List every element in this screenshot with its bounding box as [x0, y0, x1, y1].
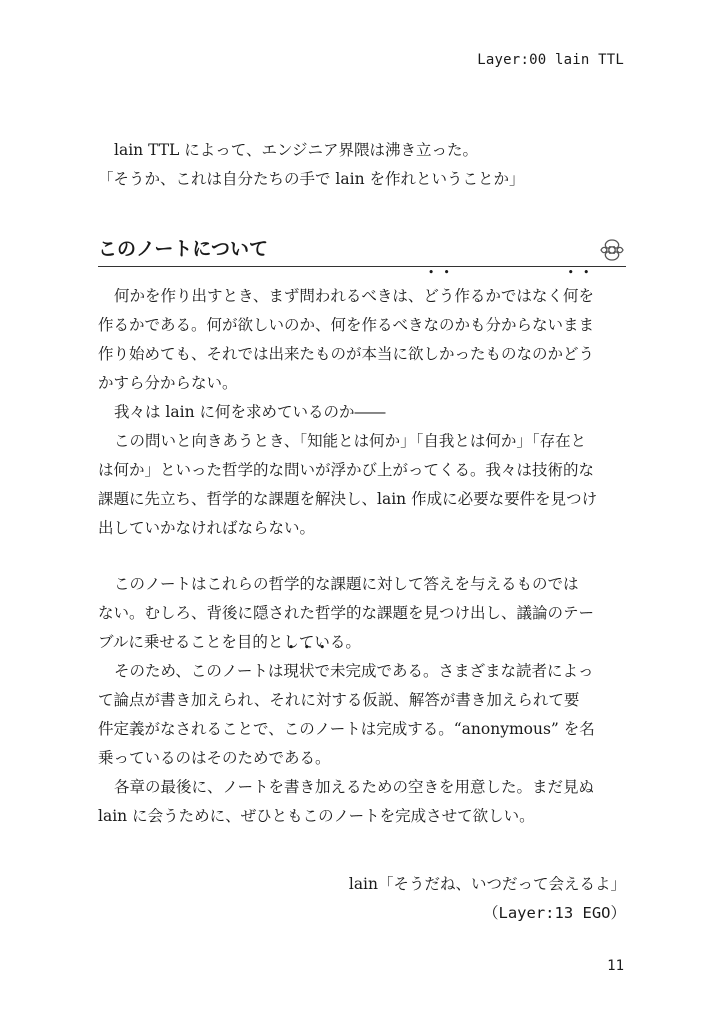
closing-quote	[98, 870, 626, 928]
intro-line-2: 「そうか、これは自分たちの手で lain を作れということか」	[98, 170, 525, 188]
emphasis-mark: 現	[283, 662, 299, 680]
body-section-1	[98, 282, 626, 543]
intro-quote	[98, 136, 626, 194]
emphasis-mark: う	[438, 287, 455, 305]
paragraph-4-line-2: ない。むしろ、背後に隠された哲学的な課題を見つけ出し、議論のテー	[98, 604, 595, 622]
paragraph-3-line-4: 出していかなければならない。	[98, 519, 316, 537]
intro-line-1: lain TTL によって、エンジニア界隈は沸き立った。	[114, 141, 479, 159]
paragraph-6-line-2: lain に会うために、ぜひともこのノートを完成させて欲しい。	[98, 807, 535, 825]
closing-quote-text: lain「そうだね、いつだって会えるよ」	[348, 875, 626, 893]
paragraph-3-line-3: 課題に先立ち、哲学的な課題を解決し、lain 作成に必要な要件を見つけ	[98, 490, 598, 508]
emphasis-mark: 何	[562, 287, 579, 305]
paragraph-1-line-2: 作るかである。何が欲しいのか、何を作るべきなのかも分からないまま	[98, 316, 595, 334]
emphasis-mark: 状	[298, 662, 315, 680]
running-head: Layer:00 lain TTL	[477, 52, 624, 68]
emphasis-mark: ど	[423, 287, 439, 305]
emphasis-mark: を	[578, 287, 594, 305]
paragraph-1-line-1: 何かを作り出すとき、まず問われるべきは、どう作るかではなく何を	[98, 282, 626, 311]
paragraph-6-line-1: 各章の最後に、ノートを書き加えるための空きを用意した。まだ見ぬ	[114, 778, 595, 796]
section-title: このノートについて	[98, 238, 269, 260]
paragraph-5-line-2: て論点が書き加えられ、それに対する仮説、解答が書き加えられて要	[98, 691, 580, 709]
paragraph-3-line-2: は何か」といった哲学的な問いが浮かび上がってくる。我々は技術的な	[98, 461, 595, 479]
paragraph-3-line-1: この問いと向きあうとき、「知能とは何か」「自我とは何か」「存在と	[114, 432, 587, 450]
ornate-flourish-icon	[598, 237, 626, 263]
section-heading	[98, 234, 626, 267]
emphasis-mark: で	[314, 662, 330, 680]
paragraph-5-line-4: 乗っているのはそのためである。	[98, 749, 331, 767]
paragraph-5-line-3: 件定義がなされることで、このノートは完成する。“anonymous” を名	[98, 720, 595, 738]
paragraph-5-line-1: そのため、このノートは現状で未完成である。さまざまな読者によっ	[98, 657, 626, 686]
page-number: 11	[607, 958, 624, 974]
paragraph-4-line-3: ブルに乗せることを目的としている。	[98, 633, 361, 651]
paragraph-2-line-1: 我々は lain に何を求めているのか――	[114, 403, 386, 421]
paragraph-1-line-3: 作り始めても、それでは出来たものが本当に欲しかったものなのかどう	[98, 345, 595, 363]
closing-attribution: （Layer:13 EGO）	[483, 904, 626, 922]
paragraph-1-line-4: かすら分からない。	[98, 374, 238, 392]
body-section-2	[98, 570, 626, 831]
paragraph-4-line-1: このノートはこれらの哲学的な課題に対して答えを与えるものでは	[114, 575, 579, 593]
